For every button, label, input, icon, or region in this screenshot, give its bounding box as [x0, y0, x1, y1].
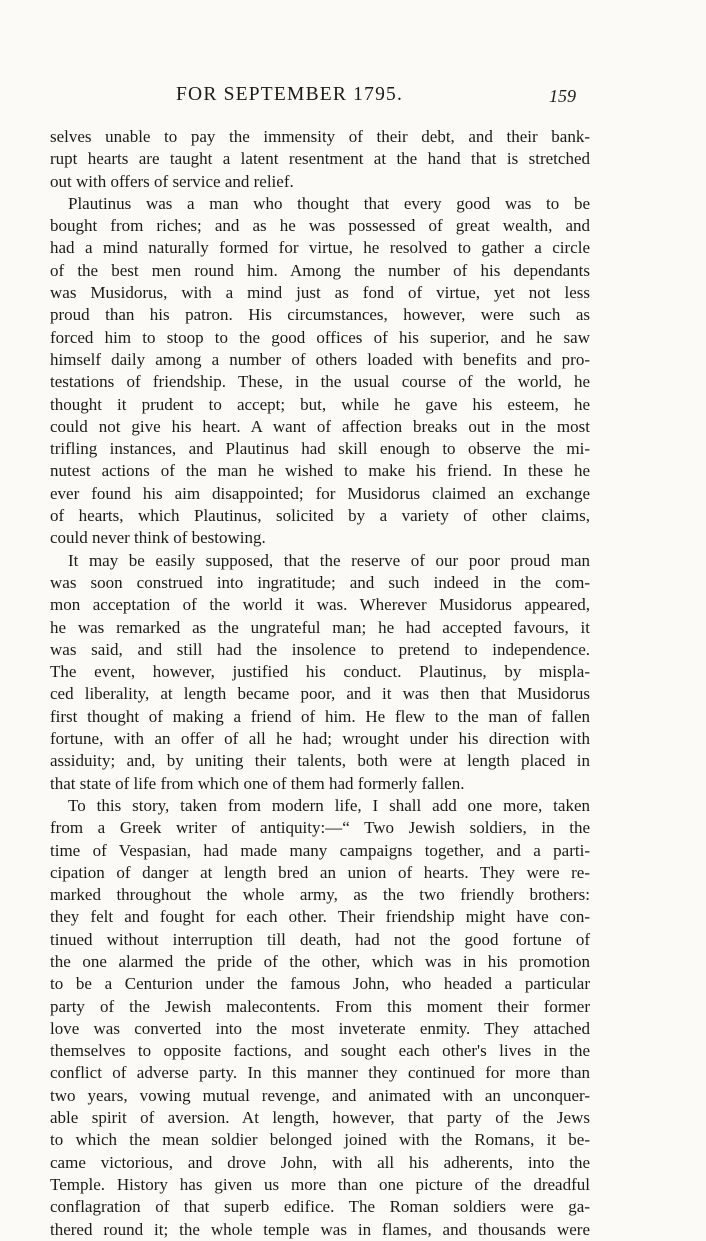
text-line: could never think of bestowing. — [50, 528, 266, 548]
text-line: bought from riches; and as he was possessed of great wealth, and — [50, 216, 590, 236]
running-head: FOR SEPTEMBER 1795. — [176, 84, 404, 105]
text-line: The event, however, justified his conduct. Plautinus, by mispla- — [50, 662, 590, 682]
text-line: To this story, taken from modern life, I shall add one more, taken — [68, 795, 590, 815]
text-line: selves unable to pay the immensity of their debt, and their bank- — [50, 127, 590, 146]
text-line: Temple. History has given us more than one picture of the dreadful — [50, 1174, 590, 1194]
text-line: fortune, with an offer of all he had; wrought under his direction with — [50, 729, 590, 749]
text-line: party of the Jewish malecontents. From this moment their former — [50, 996, 590, 1016]
text-line: was soon construed into ingratitude; and such indeed in the com- — [50, 572, 590, 592]
text-line: thered round it; the whole temple was in flames, and thousands were — [50, 1219, 590, 1239]
text-line: able spirit of aversion. At length, however, that party of the Jews — [50, 1108, 590, 1128]
body-text — [50, 126, 590, 1241]
text-line: thought it prudent to accept; but, while he gave his esteem, he — [50, 394, 590, 414]
text-line: to be a Centurion under the famous John, who headed a particular — [50, 974, 590, 994]
text-line: was Musidorus, with a mind just as fond of virtue, yet not less — [50, 283, 590, 303]
text-line: from a Greek writer of antiquity:—“ Two Jewish soldiers, in the — [50, 818, 590, 838]
text-line: cipation of danger at length bred an union of hearts. They were re- — [50, 862, 590, 882]
text-line: time of Vespasian, had made many campaigns together, and a parti- — [50, 840, 590, 860]
text-line: conflict of adverse party. In this manner they continued for more than — [50, 1063, 590, 1083]
text-line: mon acceptation of the world it was. Wherever Musidorus appeared, — [50, 595, 590, 615]
text-line: himself daily among a number of others loaded with benefits and pro- — [50, 349, 590, 369]
text-line: first thought of making a friend of him. He flew to the man of fallen — [50, 706, 590, 726]
text-line: Plautinus was a man who thought that every good was to be — [68, 193, 590, 213]
text-line: of hearts, which Plautinus, solicited by a variety of other claims, — [50, 506, 590, 526]
text-line: proud than his patron. His circumstances, however, were such as — [50, 305, 590, 325]
page-header — [0, 84, 706, 114]
text-line: themselves to opposite factions, and sought each other's lives in the — [50, 1041, 590, 1061]
text-line: forced him to stoop to the good offices of his superior, and he saw — [50, 327, 590, 347]
text-line: marked throughout the whole army, as the two friendly brothers: — [50, 885, 590, 905]
text-line: they felt and fought for each other. Their friendship might have con- — [50, 907, 590, 927]
text-line: had a mind naturally formed for virtue, he resolved to gather a circle — [50, 238, 590, 258]
text-line: rupt hearts are taught a latent resentment at the hand that is stretched — [50, 149, 590, 169]
text-line: trifling instances, and Plautinus had skill enough to observe the mi- — [50, 439, 590, 459]
text-line: that state of life from which one of them had formerly fallen. — [50, 773, 465, 793]
text-line: nutest actions of the man he wished to make his friend. In these he — [50, 461, 590, 481]
text-line: ever found his aim disappointed; for Musidorus claimed an exchange — [50, 483, 590, 503]
text-line: he was remarked as the ungrateful man; he had accepted favours, it — [50, 617, 590, 637]
text-line: tinued without interruption till death, had not the good fortune of — [50, 929, 590, 949]
text-line: could not give his heart. A want of affection breaks out in the most — [50, 416, 590, 436]
text-line: the one alarmed the pride of the other, which was in his promotion — [50, 951, 590, 971]
text-line: came victorious, and drove John, with all his adherents, into the — [50, 1152, 590, 1172]
text-line: to which the mean soldier belonged joined with the Romans, it be- — [50, 1130, 590, 1150]
text-line: ced liberality, at length became poor, and it was then that Musidorus — [50, 684, 590, 704]
text-line: testations of friendship. These, in the usual course of the world, he — [50, 372, 590, 392]
text-line: love was converted into the most inveterate enmity. They attached — [50, 1018, 590, 1038]
page-number: 159 — [549, 86, 576, 106]
text-line: out with offers of service and relief. — [50, 171, 294, 191]
text-line: It may be easily supposed, that the reserve of our poor proud man — [68, 550, 590, 570]
text-line: assiduity; and, by uniting their talents, both were at length placed in — [50, 751, 590, 771]
text-line: two years, vowing mutual revenge, and animated with an unconquer- — [50, 1085, 590, 1105]
text-line: conflagration of that superb edifice. The Roman soldiers were ga- — [50, 1197, 590, 1217]
text-line: of the best men round him. Among the number of his dependants — [50, 260, 590, 280]
text-line: was said, and still had the insolence to pretend to independence. — [50, 639, 590, 659]
